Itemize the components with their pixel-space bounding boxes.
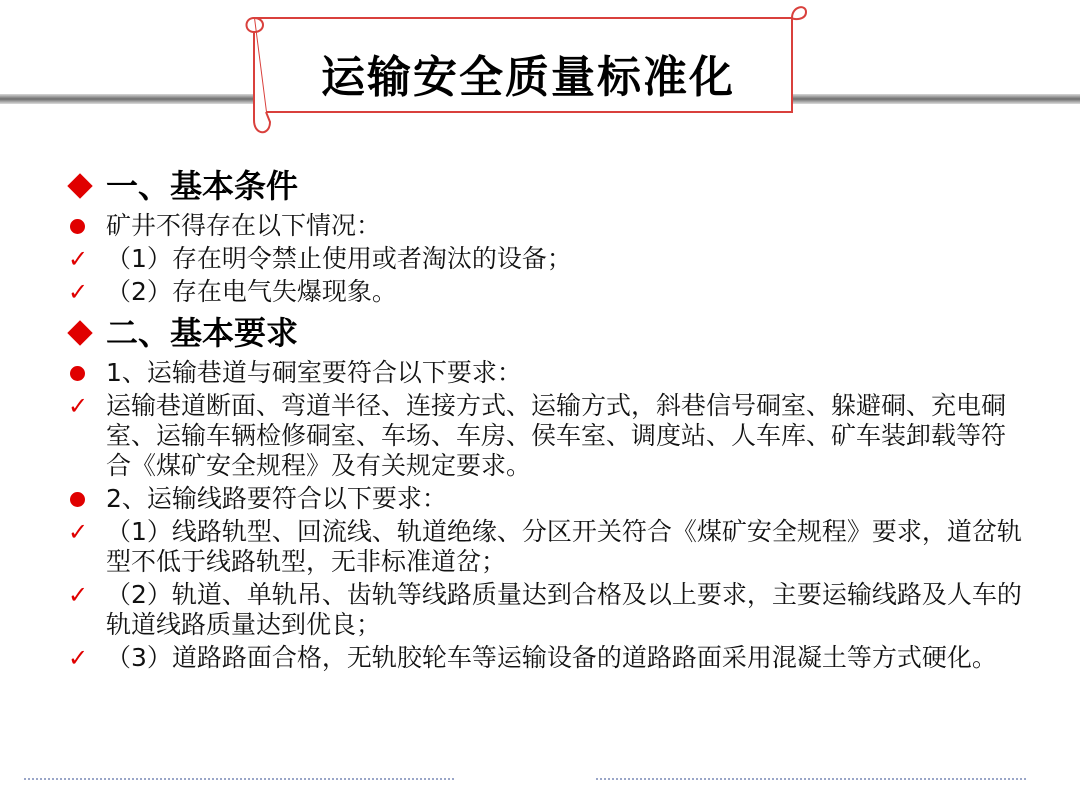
section-heading: 二、基本要求 [66, 311, 1026, 355]
bullet-item: 矿井不得存在以下情况： [66, 211, 1026, 241]
dot-bullet-icon [70, 492, 85, 507]
checkmark-icon: ✓ [68, 245, 89, 273]
dot-bullet-icon [70, 219, 85, 234]
content-area [66, 160, 1026, 673]
checkmark-icon: ✓ [68, 581, 89, 609]
diamond-bullet-icon [67, 320, 92, 345]
bullet-item: 1、运输巷道与硐室要符合以下要求： [66, 358, 1026, 388]
footer-divider-right [596, 778, 1026, 780]
dot-bullet-icon [70, 366, 85, 381]
checkmark-icon: ✓ [68, 278, 89, 306]
footer-divider-left [24, 778, 454, 780]
bullet-item: 2、运输线路要符合以下要求： [66, 484, 1026, 514]
page-title: 运输安全质量标准化 [321, 52, 735, 103]
diamond-bullet-icon [67, 173, 92, 198]
check-item: ✓ （1）线路轨型、回流线、轨道绝缘、分区开关符合《煤矿安全规程》要求，道岔轨型不低于线路轨型，无非标准道岔； [68, 517, 1022, 576]
check-item: ✓ （1）存在明令禁止使用或者淘汰的设备； [68, 244, 572, 273]
checkmark-icon: ✓ [68, 644, 89, 672]
checkmark-icon: ✓ [68, 392, 89, 420]
checkmark-icon: ✓ [68, 518, 89, 546]
check-item: ✓ （2）存在电气失爆现象。 [68, 277, 397, 306]
check-item: ✓ （2）轨道、单轨吊、齿轨等线路质量达到合格及以上要求，主要运输线路及人车的轨道线路质量达到优良； [68, 580, 1022, 639]
check-item: ✓ （3）道路路面合格，无轨胶轮车等运输设备的道路路面采用混凝土等方式硬化。 [68, 643, 997, 672]
check-item: ✓ 运输巷道断面、弯道半径、连接方式、运输方式，斜巷信号硐室、躲避硐、充电硐室、运输车辆检修硐室、车场、车房、侯车室、调度站、人车库、矿车装卸载等符合《煤矿安全规程》及有关规定要求。 [68, 391, 1007, 480]
section-heading: 一、基本条件 [66, 164, 1026, 208]
